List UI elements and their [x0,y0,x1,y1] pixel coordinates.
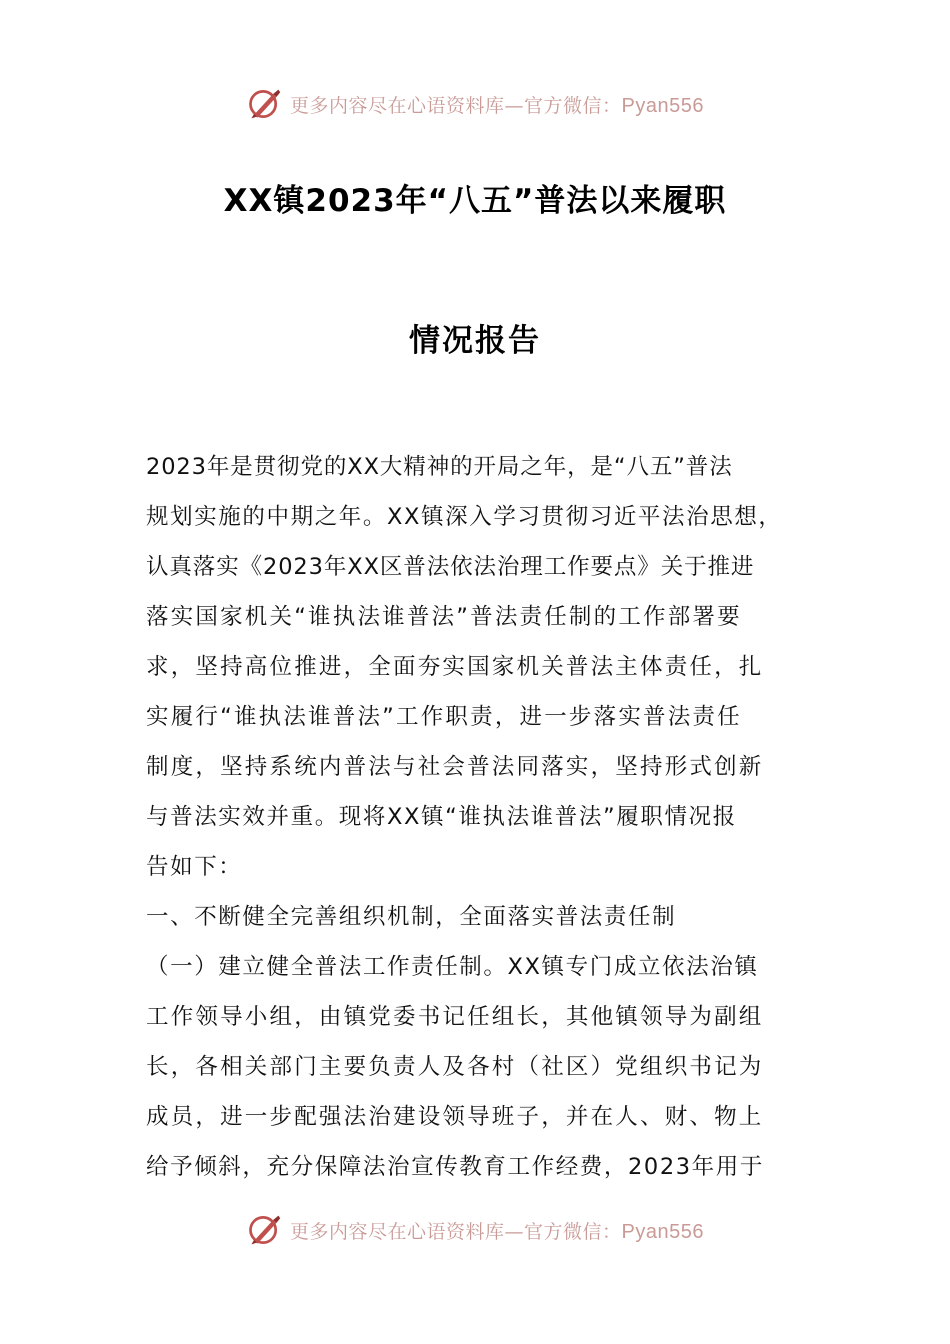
watermark-wechat-id: Pyan556 [621,94,704,117]
watermark-wechat-id: Pyan556 [621,1220,704,1243]
body-line: 长，各相关部门主要负责人及各村（社区）党组织书记为 [146,1054,764,1080]
body-line: 认真落实《2023年XX区普法依法治理工作要点》关于推进 [146,554,755,580]
body-line: 制度，坚持系统内普法与社会普法同落实，坚持形式创新 [146,754,764,780]
header-watermark [0,82,950,126]
footer-watermark [0,1208,950,1252]
document-title-line-2: 情况报告 [409,323,541,359]
pen-logo-icon [246,86,282,122]
body-line: 求，坚持高位推进，全面夯实国家机关普法主体责任，扎 [146,654,764,680]
document-body [146,447,811,1197]
body-line: 与普法实效并重。现将XX镇“谁执法谁普法”履职情况报 [146,804,737,830]
body-line: 给予倾斜，充分保障法治宣传教育工作经费，2023年用于 [146,1154,764,1180]
watermark-text-cn: 更多内容尽在心语资料库—官方微信： [290,1220,622,1243]
document-title-line-1: XX镇2023年“八五”普法以来履职 [223,183,727,219]
pen-logo-icon [246,1212,282,1248]
body-line: 工作领导小组，由镇党委书记任组长，其他镇领导为副组 [146,1004,764,1030]
watermark-text [290,1217,704,1244]
body-line: 成员，进一步配强法治建设领导班子，并在人、财、物上 [146,1104,764,1130]
body-line: 落实国家机关“谁执法谁普法”普法责任制的工作部署要 [146,604,742,630]
section-heading: 一、不断健全完善组织机制，全面落实普法责任制 [146,904,677,930]
body-line: 2023年是贯彻党的XX大精神的开局之年，是“八五”普法 [146,454,733,480]
body-line: 告如下： [146,854,243,880]
body-line: 实履行“谁执法谁普法”工作职责，进一步落实普法责任 [146,704,742,730]
watermark-text [290,91,704,118]
body-line: 规划实施的中期之年。XX镇深入学习贯彻习近平法治思想， [146,504,783,530]
body-line: （一）建立健全普法工作责任制。XX镇专门成立依法治镇 [146,954,759,980]
watermark-text-cn: 更多内容尽在心语资料库—官方微信： [290,94,622,117]
